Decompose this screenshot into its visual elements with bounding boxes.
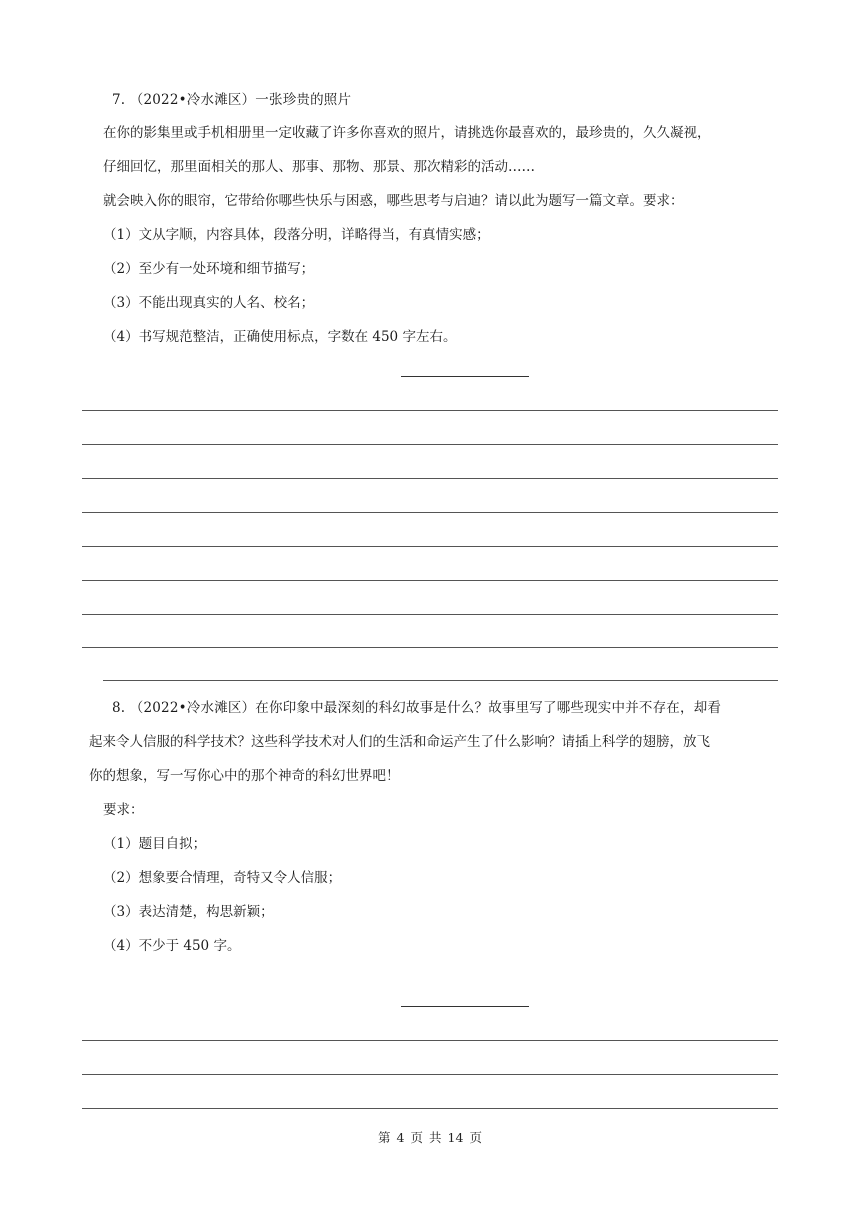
footer-page-number: 4 xyxy=(396,1130,405,1145)
q8-answer-line[interactable] xyxy=(82,1074,778,1075)
q7-paragraph-line-3: 就会映入你的眼帘，它带给你哪些快乐与困惑，哪些思考与启迪？请以此为题写一篇文章。要求： xyxy=(103,193,684,209)
q7-answer-line[interactable] xyxy=(82,580,778,581)
q7-answer-line[interactable] xyxy=(82,546,778,547)
q7-answer-line[interactable] xyxy=(82,647,778,648)
q8-paragraph-line-2: 起来令人信服的科学技术？这些科学技术对人们的生活和命运产生了什么影响？请插上科学的翅膀，放飞 xyxy=(89,734,710,750)
footer-page-label-1: 第 xyxy=(378,1130,391,1145)
q7-requirement-4: （4）书写规范整洁，正确使用标点，字数在 450 字左右。 xyxy=(103,329,457,345)
footer-page-label-2: 页 xyxy=(410,1130,424,1145)
q8-requirements-label: 要求： xyxy=(103,802,144,818)
q7-answer-line[interactable] xyxy=(82,614,778,615)
q7-paragraph-line-1: 在你的影集里或手机相册里一定收藏了许多你喜欢的照片，请挑选你最喜欢的，最珍贵的，久久凝视， xyxy=(103,125,711,141)
footer-total-label-1: 共 xyxy=(429,1130,442,1145)
q8-title-blank[interactable] xyxy=(401,1006,529,1007)
q7-requirement-2: （2）至少有一处环境和细节描写； xyxy=(103,261,315,277)
q8-requirement-1: （1）题目自拟； xyxy=(103,836,207,852)
q7-answer-line[interactable] xyxy=(82,410,778,411)
q8-answer-line[interactable] xyxy=(82,1040,778,1041)
q7-answer-line[interactable] xyxy=(103,680,778,681)
q7-requirement-3: （3）不能出现真实的人名、校名； xyxy=(103,295,315,311)
q8-paragraph-line-3: 你的想象，写一写你心中的那个神奇的科幻世界吧！ xyxy=(89,768,400,784)
q8-title: 8. （2022•冷水滩区）在你印象中最深刻的科幻故事是什么？故事里写了哪些现实中并不存在，却看 xyxy=(112,700,722,716)
q7-title-blank[interactable] xyxy=(401,376,529,377)
q7-title: 7. （2022•冷水滩区）一张珍贵的照片 xyxy=(112,92,352,108)
q7-answer-line[interactable] xyxy=(82,512,778,513)
q8-requirement-3: （3）表达清楚，构思新颖； xyxy=(103,904,274,920)
q7-requirement-1: （1）文从字顺，内容具体，段落分明，详略得当，有真情实感； xyxy=(103,227,490,243)
q7-answer-line[interactable] xyxy=(82,478,778,479)
page-footer xyxy=(0,1128,860,1146)
q8-answer-line[interactable] xyxy=(82,1108,778,1109)
footer-total-pages: 14 xyxy=(447,1130,464,1145)
q7-paragraph-line-2: 仔细回忆，那里面相关的那人、那事、那物、那景、那次精彩的活动…… xyxy=(103,159,535,175)
q8-requirement-2: （2）想象要合情理，奇特又令人信服； xyxy=(103,870,342,886)
q7-answer-line[interactable] xyxy=(82,444,778,445)
q8-requirement-4: （4）不少于 450 字。 xyxy=(103,938,241,954)
footer-total-label-2: 页 xyxy=(469,1130,482,1145)
